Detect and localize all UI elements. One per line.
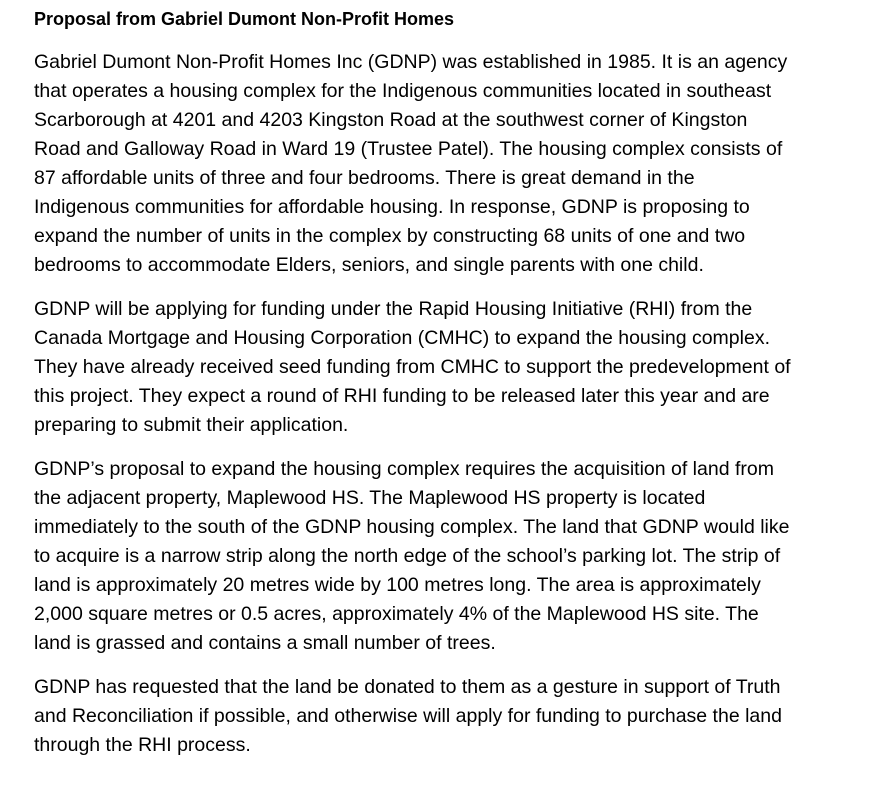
text-line: GDNP’s proposal to expand the housing complex requires the acquisition of land from xyxy=(34,458,774,480)
text-line: Road and Galloway Road in Ward 19 (Trustee Patel). The housing complex consists of xyxy=(34,138,783,160)
text-line: GDNP has requested that the land be donated to them as a gesture in support of Truth xyxy=(34,676,781,698)
text-line: land is approximately 20 metres wide by 100 metres long. The area is approximately xyxy=(34,574,761,596)
text-line: GDNP will be applying for funding under the Rapid Housing Initiative (RHI) from the xyxy=(34,298,753,320)
text-line: expand the number of units in the complex by constructing 68 units of one and two xyxy=(34,225,746,247)
text-line: Canada Mortgage and Housing Corporation (CMHC) to expand the housing complex. xyxy=(34,327,770,349)
text-line: through the RHI process. xyxy=(34,734,251,756)
text-line: preparing to submit their application. xyxy=(34,414,349,436)
paragraph-land-acquisition xyxy=(34,455,864,658)
text-line: and Reconciliation if possible, and otherwise will apply for funding to purchase the land xyxy=(34,705,782,727)
text-line: to acquire is a narrow strip along the north edge of the school’s parking lot. The strip of xyxy=(34,545,781,567)
text-line: land is grassed and contains a small number of trees. xyxy=(34,632,496,654)
text-line: bedrooms to accommodate Elders, seniors, and single parents with one child. xyxy=(34,254,704,276)
text-line: 87 affordable units of three and four bedrooms. There is great demand in the xyxy=(34,167,695,189)
document-title: Proposal from Gabriel Dumont Non-Profit Homes xyxy=(34,9,455,29)
text-line: the adjacent property, Maplewood HS. The Maplewood HS property is located xyxy=(34,487,706,509)
text-line: Gabriel Dumont Non-Profit Homes Inc (GDNP) was established in 1985. It is an agency xyxy=(34,51,788,73)
text-line: that operates a housing complex for the Indigenous communities located in southeast xyxy=(34,80,772,102)
paragraph-donation-request xyxy=(34,673,864,760)
text-line: Scarborough at 4201 and 4203 Kingston Road at the southwest corner of Kingston xyxy=(34,109,748,131)
text-line: immediately to the south of the GDNP housing complex. The land that GDNP would like xyxy=(34,516,790,538)
text-line: this project. They expect a round of RHI funding to be released later this year and are xyxy=(34,385,770,407)
paragraph-funding xyxy=(34,295,864,440)
text-line: Indigenous communities for affordable housing. In response, GDNP is proposing to xyxy=(34,196,750,218)
text-line: 2,000 square metres or 0.5 acres, approximately 4% of the Maplewood HS site. The xyxy=(34,603,759,625)
text-line: They have already received seed funding from CMHC to support the predevelopment of xyxy=(34,356,791,378)
paragraph-history xyxy=(34,48,864,280)
document-page xyxy=(34,6,864,775)
